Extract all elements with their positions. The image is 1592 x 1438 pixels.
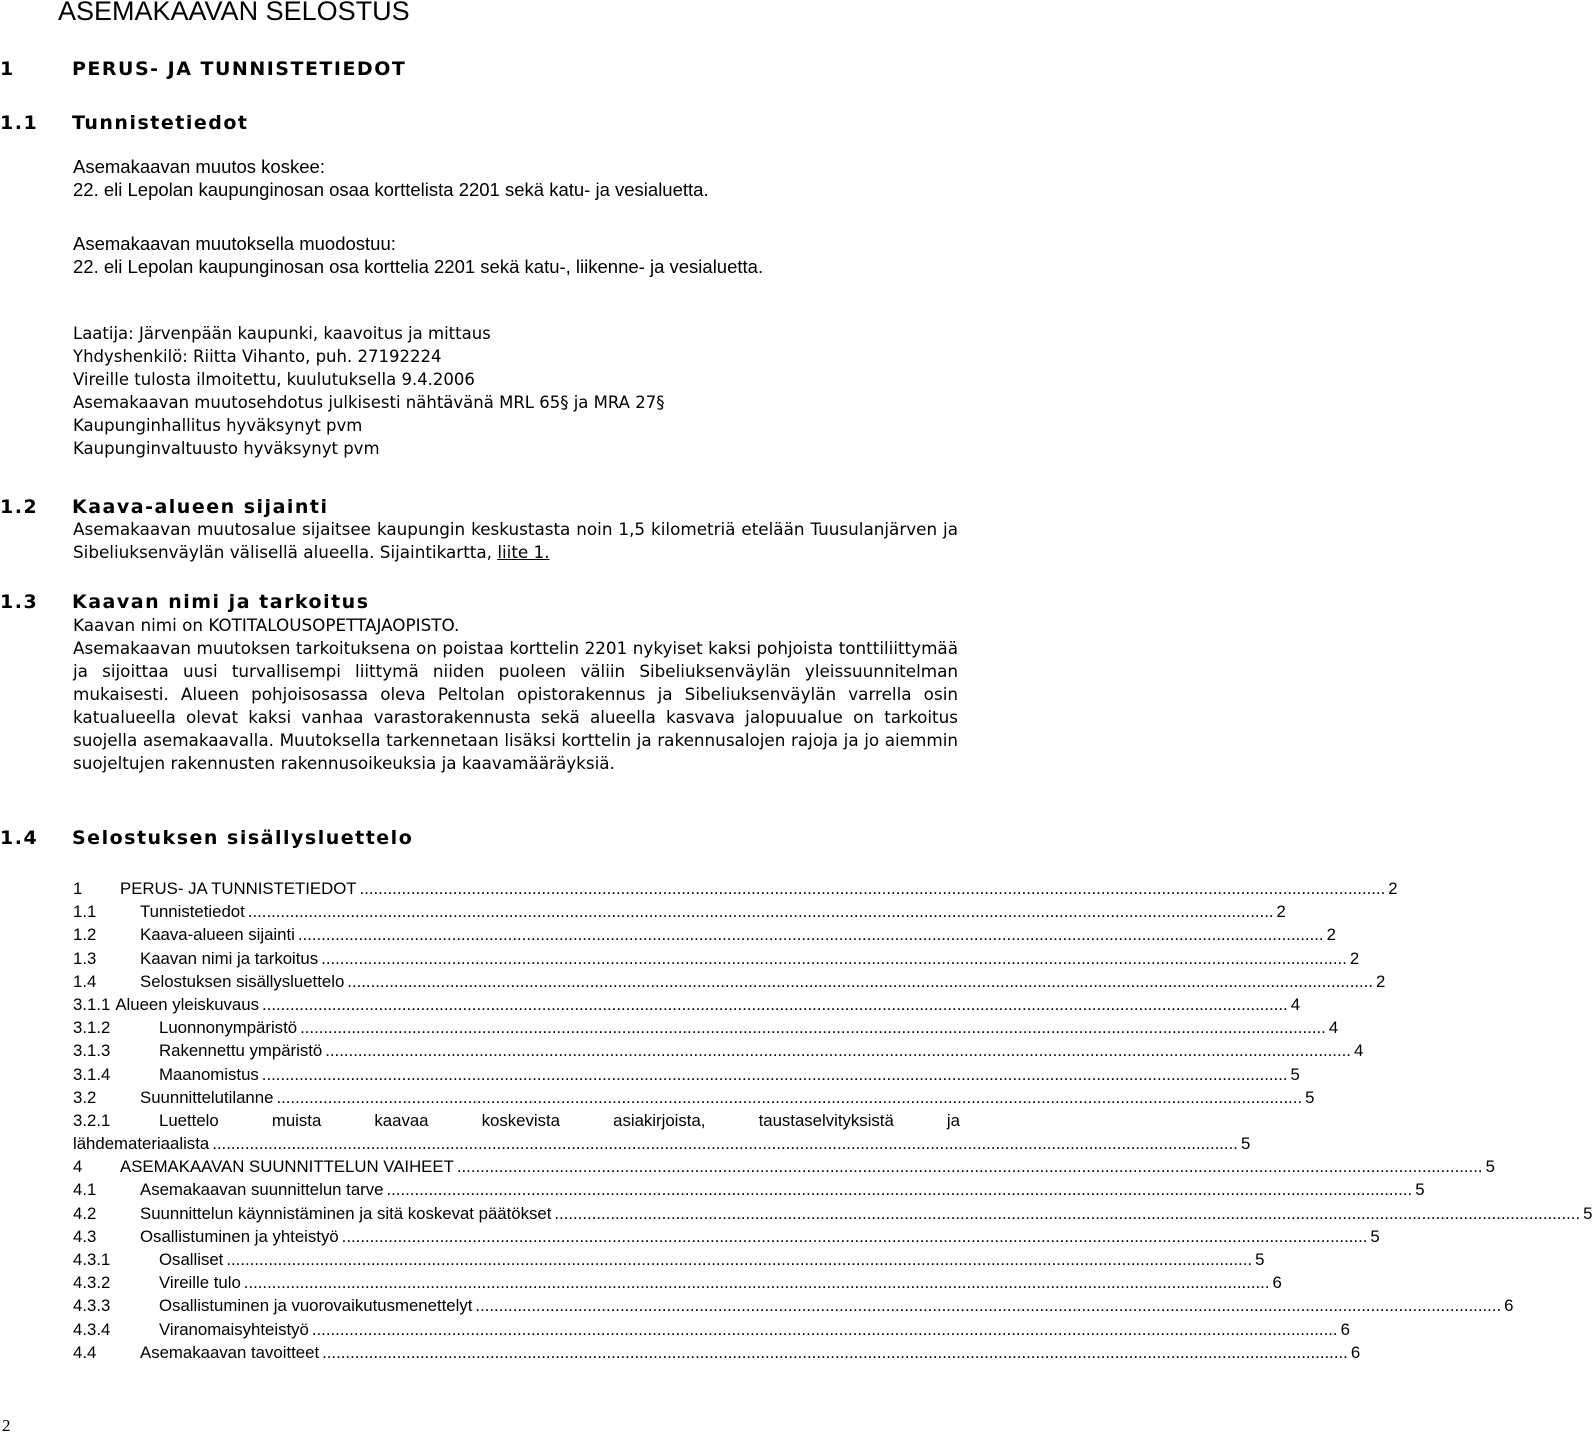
- identification-block-b: [73, 232, 763, 278]
- toc-page-number: 6: [1504, 1296, 1514, 1316]
- toc-number: 4.2: [73, 1203, 97, 1223]
- toc-number: 4.3.1: [73, 1250, 111, 1269]
- toc-page-number: 5: [1485, 1157, 1495, 1177]
- toc-entry[interactable]: [73, 923, 1336, 946]
- page-number: 2: [2, 1416, 11, 1435]
- toc-title: PERUS- JA TUNNISTETIEDOT: [120, 879, 357, 898]
- toc-title: Kaavan nimi ja tarkoitus: [140, 948, 319, 968]
- section-number: 1.4: [0, 827, 39, 849]
- toc-page-number: 5: [1240, 1134, 1251, 1154]
- toc-title: Suunnittelutilanne: [140, 1087, 274, 1107]
- toc-leader-dots: ............................................................................................................................................................................................................................: [262, 994, 1288, 1014]
- toc-entry[interactable]: [73, 1271, 1282, 1294]
- toc-number: 3.2: [73, 1087, 97, 1107]
- toc-title: Luettelo muista kaavaa koskevista asiakirjoista, taustaselvityksistä ja: [159, 1110, 960, 1130]
- toc-leader-dots: ............................................................................................................................................................................................................................: [386, 1180, 1413, 1200]
- section-number: 1.2: [0, 496, 39, 518]
- table-of-contents: [73, 877, 1592, 1364]
- toc-title: Osalliset: [159, 1250, 224, 1269]
- toc-number: 4.3.4: [73, 1319, 111, 1339]
- text-line: Yhdyshenkilö: Riitta Vihanto, puh. 27192224: [73, 347, 442, 366]
- section-number: 1.3: [0, 591, 39, 613]
- toc-leader-dots: ............................................................................................................................................................................................................................: [212, 1134, 1238, 1154]
- toc-page-number: 2: [1388, 879, 1398, 898]
- toc-leader-dots: ............................................................................................................................................................................................................................: [276, 1087, 1303, 1107]
- toc-page-number: 2: [1326, 925, 1336, 945]
- toc-leader-dots: ............................................................................................................................................................................................................................: [475, 1296, 1502, 1316]
- section-title: Kaavan nimi ja tarkoitus: [72, 591, 370, 613]
- toc-page-number: 5: [1583, 1203, 1592, 1223]
- toc-title: Tunnistetiedot: [140, 902, 245, 922]
- text-line: Asemakaavan muutoksella muodostuu:: [73, 233, 396, 254]
- purpose-text: Asemakaavan muutoksen tarkoituksena on poistaa korttelin 2201 nykyiset kaksi pohjoista tonttiliittymää ja sijoittaa uusi turvallisempi liittymä niiden puoleen väliin Sibeliuksenväylän yleissuunnitelman mukaisesti. Alueen pohjoisosassa oleva Peltolan opistorakennus ja Sibeliuksenväylän varrella osin katualueella olevat kaksi vanhaa varastorakennusta sekä alueella kasvava jalopuualue on tarkoitus suojella asemakaavalla. Muutoksella tarkennetaan lisäksi korttelin ja rakennusalojen rajoja ja jo aiemmin suojeltujen rakennusten rakennusoikeuksia ja kaavamääräyksiä.: [73, 638, 958, 773]
- text-line: Laatija: Järvenpään kaupunki, kaavoitus ja mittaus: [73, 324, 491, 343]
- toc-entry[interactable]: [73, 947, 1360, 970]
- toc-number: 4.3: [73, 1226, 97, 1246]
- toc-leader-dots: ............................................................................................................................................................................................................................: [554, 1203, 1581, 1223]
- toc-title: Maanomistus: [159, 1064, 259, 1084]
- toc-leader-dots: ............................................................................................................................................................................................................................: [341, 1226, 1368, 1246]
- toc-entry[interactable]: [73, 1039, 1364, 1062]
- section-title: PERUS- JA TUNNISTETIEDOT: [72, 58, 407, 80]
- location-paragraph: [73, 518, 958, 564]
- toc-page-number: 5: [1290, 1064, 1300, 1084]
- toc-leader-dots: ............................................................................................................................................................................................................................: [321, 948, 1347, 968]
- toc-entry[interactable]: [73, 1155, 1495, 1178]
- toc-leader-dots: ............................................................................................................................................................................................................................: [300, 1018, 1326, 1038]
- identification-block-a: [73, 155, 709, 201]
- identification-block-c: [73, 322, 664, 460]
- purpose-paragraph: [73, 614, 958, 775]
- section-number: 1.1: [0, 112, 39, 134]
- toc-page-number: 4: [1328, 1018, 1339, 1038]
- toc-title: Asemakaavan tavoitteet: [140, 1342, 320, 1362]
- toc-title: Rakennettu ympäristö: [159, 1041, 323, 1061]
- section-title: Selostuksen sisällysluettelo: [72, 827, 414, 849]
- toc-leader-dots: ............................................................................................................................................................................................................................: [311, 1319, 1338, 1339]
- toc-entry[interactable]: [73, 1109, 1251, 1155]
- toc-entry[interactable]: [73, 1178, 1425, 1201]
- toc-leader-dots: ............................................................................................................................................................................................................................: [261, 1064, 1288, 1084]
- toc-title: Alueen yleiskuvaus: [115, 994, 259, 1014]
- toc-title: Asemakaavan suunnittelun tarve: [140, 1180, 384, 1200]
- toc-number: 1.3: [73, 948, 97, 968]
- toc-title: ASEMAKAAVAN SUUNNITTELUN VAIHEET: [120, 1157, 454, 1177]
- toc-entry[interactable]: [73, 1202, 1592, 1225]
- toc-number: 3.1.1: [73, 994, 111, 1014]
- section-number: 1: [0, 58, 15, 80]
- toc-title: Viranomaisyhteistyö: [159, 1319, 309, 1339]
- toc-page-number: 2: [1376, 971, 1386, 991]
- toc-leader-dots: ............................................................................................................................................................................................................................: [456, 1157, 1483, 1177]
- toc-entry[interactable]: [73, 970, 1386, 993]
- toc-page-number: 4: [1353, 1041, 1364, 1061]
- toc-page-number: 2: [1349, 948, 1360, 968]
- toc-number: 4.1: [73, 1180, 97, 1200]
- toc-number: 3.2.1: [73, 1110, 111, 1130]
- toc-entry[interactable]: [73, 1318, 1350, 1341]
- toc-leader-dots: ............................................................................................................................................................................................................................: [322, 1342, 1348, 1362]
- toc-title: Vireille tulo: [159, 1273, 241, 1293]
- toc-page-number: 6: [1272, 1273, 1282, 1293]
- section-title: Kaava-alueen sijainti: [72, 496, 329, 518]
- toc-entry[interactable]: [73, 1016, 1339, 1039]
- toc-entry[interactable]: [73, 993, 1301, 1016]
- text-line: Asemakaavan muutos koskee:: [73, 156, 325, 177]
- toc-leader-dots: ............................................................................................................................................................................................................................: [226, 1250, 1253, 1269]
- toc-entry[interactable]: [73, 1248, 1265, 1271]
- toc-page-number: 2: [1276, 902, 1286, 922]
- toc-number: 4.3.3: [73, 1296, 111, 1316]
- toc-leader-dots: ............................................................................................................................................................................................................................: [297, 925, 1324, 945]
- toc-number: 1.1: [73, 902, 97, 922]
- toc-page-number: 5: [1415, 1180, 1425, 1200]
- toc-number: 3.1.2: [73, 1018, 111, 1038]
- toc-number: 1.2: [73, 925, 97, 945]
- toc-entry[interactable]: [73, 1294, 1514, 1317]
- toc-page-number: 6: [1350, 1342, 1361, 1362]
- toc-title: Luonnonympäristö: [159, 1018, 298, 1038]
- section-title: Tunnistetiedot: [72, 112, 249, 134]
- toc-title-continued: lähdemateriaalista: [73, 1134, 210, 1154]
- toc-leader-dots: ............................................................................................................................................................................................................................: [359, 879, 1386, 898]
- toc-entry[interactable]: [73, 1063, 1300, 1086]
- toc-number: 4: [73, 1157, 83, 1177]
- toc-number: 1: [73, 879, 83, 898]
- document-title: ASEMAKAAVAN SELOSTUS: [58, 0, 410, 26]
- text-line: Asemakaavan muutosehdotus julkisesti nähtävänä MRL 65§ ja MRA 27§: [73, 393, 665, 412]
- toc-number: 3.1.4: [73, 1064, 111, 1084]
- text-line: Vireille tulosta ilmoitettu, kuulutuksella 9.4.2006: [73, 370, 475, 389]
- toc-title: Osallistuminen ja yhteistyö: [140, 1226, 339, 1246]
- toc-leader-dots: ............................................................................................................................................................................................................................: [325, 1041, 1351, 1061]
- toc-title: Kaava-alueen sijainti: [140, 925, 295, 945]
- toc-entry[interactable]: [73, 900, 1286, 923]
- toc-page-number: 5: [1255, 1250, 1265, 1269]
- appendix-link[interactable]: liite 1.: [497, 542, 550, 562]
- toc-page-number: 5: [1305, 1087, 1315, 1107]
- toc-page-number: 5: [1370, 1226, 1380, 1246]
- toc-title: Osallistuminen ja vuorovaikutusmenettelyt: [159, 1296, 473, 1316]
- toc-number: 4.3.2: [73, 1273, 111, 1293]
- toc-leader-dots: ............................................................................................................................................................................................................................: [247, 902, 1274, 922]
- toc-title: Selostuksen sisällysluettelo: [140, 971, 345, 991]
- text-line: 22. eli Lepolan kaupunginosan osa korttelia 2201 sekä katu-, liikenne- ja vesialuetta.: [73, 256, 764, 277]
- toc-leader-dots: ............................................................................................................................................................................................................................: [347, 971, 1374, 991]
- toc-number: 4.4: [73, 1342, 97, 1362]
- text-line: Kaupunginhallitus hyväksynyt pvm: [73, 416, 363, 435]
- text-line: 22. eli Lepolan kaupunginosan osaa korttelista 2201 sekä katu- ja vesialuetta.: [73, 179, 709, 200]
- text-line: Kaupunginvaltuusto hyväksynyt pvm: [73, 439, 380, 458]
- toc-page-number: 6: [1340, 1319, 1350, 1339]
- toc-leader-dots: ............................................................................................................................................................................................................................: [243, 1273, 1270, 1293]
- toc-number: 1.4: [73, 971, 97, 991]
- toc-page-number: 4: [1290, 994, 1301, 1014]
- location-text: Asemakaavan muutosalue sijaitsee kaupungin keskustasta noin 1,5 kilometriä etelään Tuusulanjärven ja Sibeliuksenväylän välisellä alueella. Sijaintikartta,: [73, 519, 958, 562]
- toc-entry[interactable]: [73, 1086, 1315, 1109]
- toc-number: 3.1.3: [73, 1041, 111, 1061]
- toc-entry[interactable]: [73, 1225, 1380, 1248]
- toc-entry[interactable]: [73, 1341, 1361, 1364]
- toc-entry[interactable]: [73, 877, 1398, 900]
- toc-title: Suunnittelun käynnistäminen ja sitä koskevat päätökset: [140, 1203, 552, 1223]
- plan-name-line: Kaavan nimi on KOTITALOUSOPETTAJAOPISTO.: [73, 615, 460, 635]
